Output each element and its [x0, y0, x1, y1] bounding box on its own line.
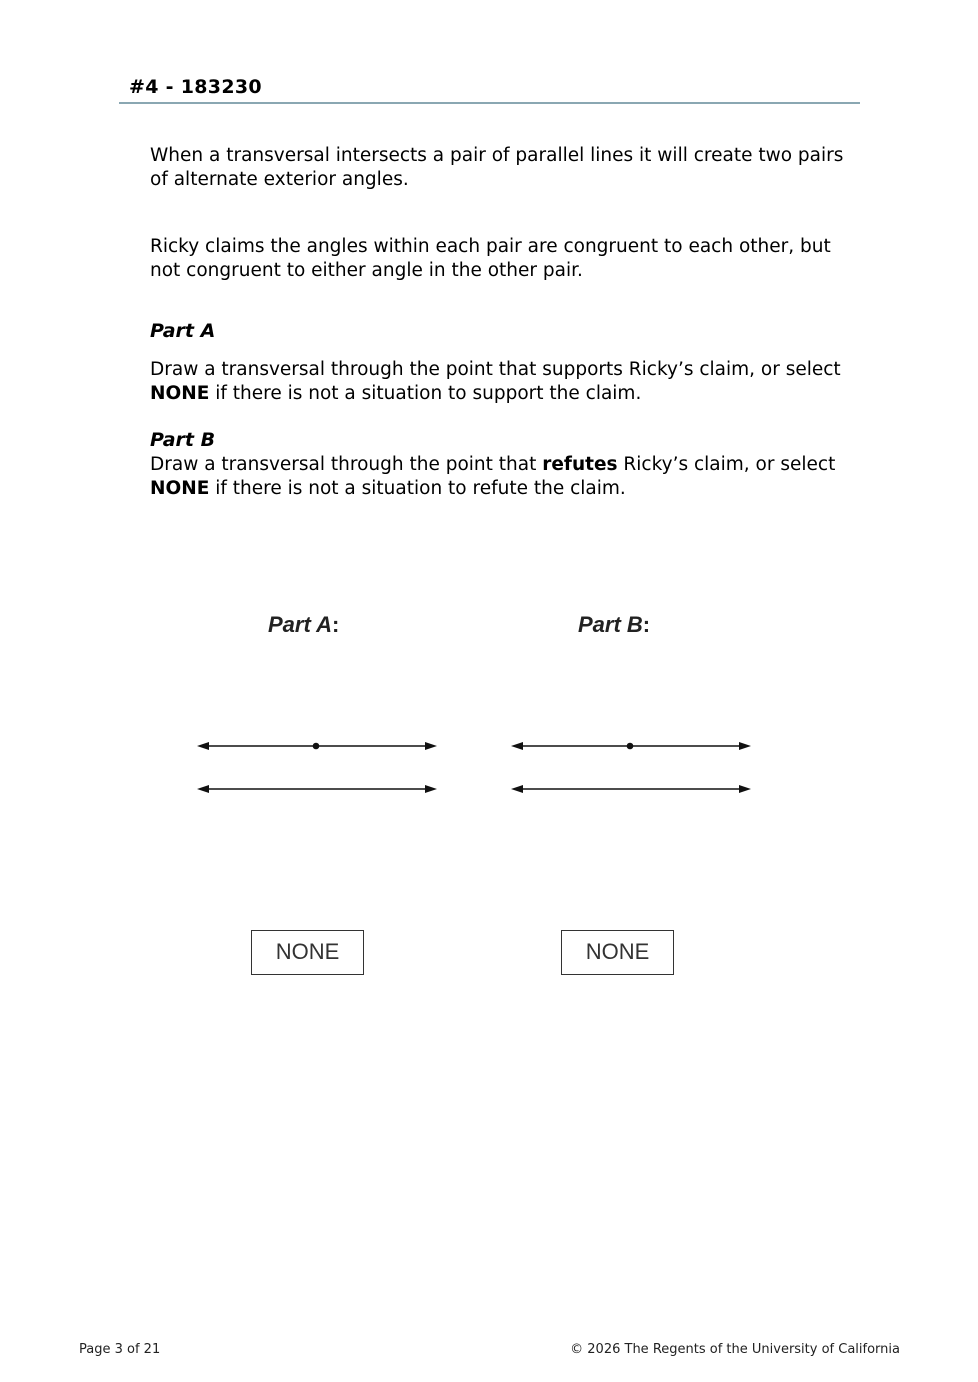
part-a-top-right-arrow	[425, 742, 437, 750]
part-b-parallel-lines-diagram[interactable]	[507, 725, 757, 805]
part-a-bottom-left-arrow	[197, 785, 209, 793]
figure-part-a-label	[268, 612, 339, 638]
copyright-notice: © 2026 The Regents of the University of California	[570, 1342, 900, 1357]
part-b-top-left-arrow	[511, 742, 523, 750]
figure-part-b-label	[578, 612, 650, 638]
part-b-text-before: Draw a transversal through the point that	[150, 454, 543, 475]
figure-part-b-colon: :	[642, 612, 651, 637]
page-number: Page 3 of 21	[79, 1342, 161, 1357]
part-b-text-middle: Ricky’s claim, or select	[617, 454, 836, 475]
part-a-text-after: if there is not a situation to support the claim.	[209, 382, 642, 404]
part-b-instructions	[150, 453, 850, 500]
part-b-bottom-left-arrow	[511, 785, 523, 793]
intro-paragraph: When a transversal intersects a pair of parallel lines it will create two pairs of alternate exterior angles.	[150, 145, 844, 190]
part-b-bold-refutes: refutes	[542, 454, 618, 475]
part-b-top-right-arrow	[739, 742, 751, 750]
part-a-text-before: Draw a transversal through the point that supports Ricky’s claim, or select	[150, 359, 841, 380]
figure-part-a-colon: :	[331, 612, 340, 637]
part-b-heading: Part B	[150, 429, 216, 451]
question-header	[119, 74, 860, 104]
part-a-point[interactable]	[313, 743, 320, 750]
part-a-bold-none: NONE	[150, 382, 210, 404]
part-a-none-button[interactable]: NONE	[251, 930, 364, 975]
part-a-top-left-arrow	[197, 742, 209, 750]
part-b-bold-none: NONE	[150, 477, 210, 499]
part-b-point[interactable]	[627, 743, 634, 750]
part-a-parallel-lines-diagram[interactable]	[193, 725, 443, 805]
claim-paragraph: Ricky claims the angles within each pair are congruent to each other, but not congruent to either angle in the other pair.	[150, 236, 831, 281]
part-b-text-after: if there is not a situation to refute the claim.	[209, 477, 626, 499]
part-a-heading: Part A	[150, 320, 216, 342]
question-number: #4 - 183230	[129, 76, 262, 98]
part-b-none-button[interactable]: NONE	[561, 930, 674, 975]
part-a-bottom-right-arrow	[425, 785, 437, 793]
part-a-instructions	[150, 358, 850, 405]
figure-part-a-label-text: Part A	[268, 612, 332, 637]
figure-part-b-label-text: Part B	[578, 612, 643, 637]
part-b-bottom-right-arrow	[739, 785, 751, 793]
